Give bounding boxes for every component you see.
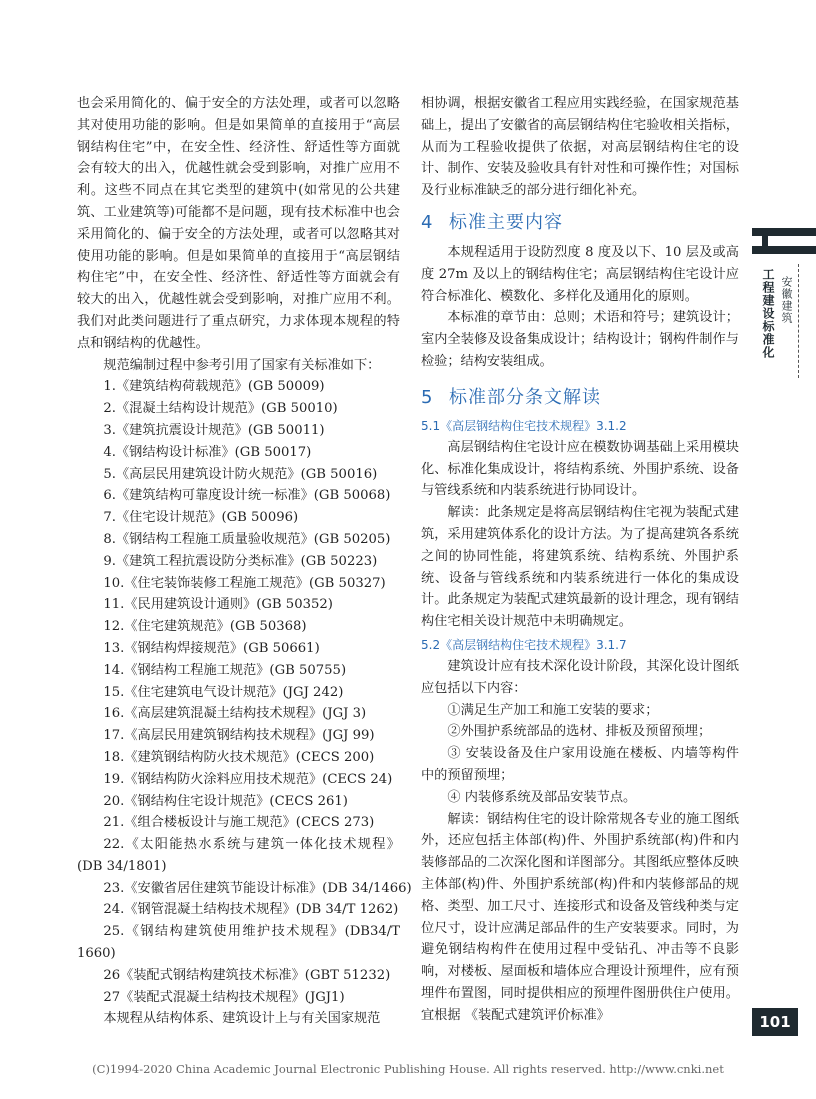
reference-item: 10.《住宅装饰装修工程施工规范》(GB 50327) — [103, 575, 386, 591]
reference-item: 20.《钢结构住宅设计规范》(CECS 261) — [103, 793, 348, 809]
side-tab-journal-name: 安徽建筑 — [780, 276, 793, 324]
section-number: 4 — [421, 211, 434, 233]
side-dashed-line — [798, 264, 799, 378]
reference-item: 5.《高层民用建筑设计防火规范》(GB 50016) — [103, 466, 378, 482]
reference-item: 6.《建筑结构可靠度设计统一标准》(GB 50068) — [103, 488, 391, 504]
reference-item: 13.《钢结构焊接规范》(GB 50661) — [103, 640, 320, 656]
reference-item: 7.《住宅设计规范》(GB 50096) — [103, 510, 299, 526]
refs-intro-paragraph: 规范编制过程中参考引用了国家有关标准如下： — [103, 357, 381, 373]
clause-list-item: ①满足生产加工和施工安装的要求； — [447, 702, 659, 718]
section-4-paragraph: 本规程适用于设防烈度 8 度及以下、10 层及或高度 27m 及以上的钢结构住宅；高层钢结构住宅设计应符合标准化、模数化、多样化及通用化的原则。 — [421, 244, 739, 304]
reference-item: 15.《住宅建筑电气设计规范》(JGJ 242) — [103, 684, 344, 700]
section-title: 标准主要内容 — [449, 211, 563, 233]
reference-item: 26《装配式钢结构建筑技术标准》(GBT 51232) — [103, 967, 391, 983]
reference-item: 16.《高层建筑混凝土结构技术规程》(JGJ 3) — [103, 706, 367, 722]
reference-item: 18.《建筑钢结构防火技术规范》(CECS 200) — [103, 749, 375, 765]
side-bar — [752, 246, 816, 254]
left-column — [77, 93, 412, 1030]
side-notch — [762, 236, 768, 246]
journal-side-tab — [752, 228, 816, 378]
reference-item: 17.《高层民用建筑钢结构技术规程》(JGJ 99) — [103, 728, 375, 744]
clause-list-item: ④ 内装修系统及部品安装节点。 — [447, 789, 637, 805]
section-title: 标准部分条文解读 — [449, 386, 601, 408]
reference-item: 9.《建筑工程抗震设防分类标准》(GB 50223) — [103, 553, 378, 569]
reference-item: 12.《住宅建筑规范》(GB 50368) — [103, 619, 307, 635]
side-bar — [752, 228, 816, 236]
reference-item: 11.《民用建筑设计通则》(GB 50352) — [103, 597, 333, 613]
reference-item: 25.《钢结构建筑使用维护技术规程》(DB34/T 1660) — [77, 924, 400, 962]
section-number: 5 — [421, 386, 434, 408]
subsection-5-2-heading: 5.2《高层钢结构住宅技术规程》3.1.7 — [421, 637, 627, 652]
closing-paragraph: 本规程从结构体系、建筑设计上与有关国家规范 — [103, 1011, 381, 1027]
section-5-heading — [421, 383, 739, 409]
reference-item: 3.《建筑抗震设计规范》(GB 50011) — [103, 422, 325, 438]
reference-item: 23.《安徽省居住建筑节能设计标准》(DB 34/1466) — [103, 880, 412, 896]
section-4-heading — [421, 208, 739, 234]
reference-item: 21.《组合楼板设计与施工规范》(CECS 273) — [103, 815, 375, 831]
side-tab-label: 工程建设标准化 — [761, 268, 775, 359]
reference-item: 4.《钢结构设计标准》(GB 50017) — [103, 444, 312, 460]
reference-item: 2.《混凝土结构设计规范》(GB 50010) — [103, 401, 338, 417]
page-number: 101 — [752, 1008, 798, 1036]
reference-item: 22.《太阳能热水系统与建筑一体化技术规程》(DB 34/1801) — [77, 837, 400, 874]
section-4-paragraph: 本标准的章节由：总则；术语和符号；建筑设计；室内全装修及设备集成设计；结构设计；钢构件制作与检验；结构安装组成。 — [421, 310, 739, 369]
reference-item: 1.《建筑结构荷载规范》(GB 50009) — [103, 379, 325, 395]
clause-paragraph: 建筑设计应有技术深化设计阶段，其深化设计图纸应包括以下内容： — [421, 658, 739, 696]
reference-list — [77, 376, 412, 1008]
copyright-footer: (C)1994-2020 China Academic Journal Electronic Publishing House. All rights reserved. http://www.cnki.net — [92, 1062, 724, 1076]
right-column — [421, 93, 739, 1026]
clause-list-item: ③ 安装设备及住户家用设施在楼板、内墙等构件中的预留预埋； — [421, 746, 739, 783]
continuation-paragraph: 相协调，根据安徽省工程应用实践经验，在国家规范基础上，提出了安徽省的高层钢结构住宅验收相关指标，从而为工程验收提供了依据，对高层钢结构住宅的设计、制作、安装及验收具有针对性和可操作性；对国标及行业标准缺乏的部分进行细化补充。 — [421, 96, 739, 199]
subsection-5-1-heading: 5.1《高层钢结构住宅技术规程》3.1.2 — [421, 418, 627, 433]
intro-paragraph: 也会采用简化的、偏于安全的方法处理，或者可以忽略其对使用功能的影响。但是如果简单的直接用于“高层钢结构住宅”中，在安全性、经济性、舒适性等方面就会有较大的出入，优越性就会受到影响，对推广应用不利。这些不同点在其它类型的建筑中(如常见的公共建筑、工业建筑等)可能都不是问题，现有技术标准中也会采用简化的、偏于安全的方法处理，或者可以忽略其对使用功能的影响。但是如果简单的直接用于“高层钢结构住宅”中，在安全性、经济性、舒适性等方面就会有较大的出入，优越性就会受到影响，对推广应用不利。我们对此类问题进行了重点研究，力求体现本规程的特点和钢结构的优越性。 — [77, 96, 400, 351]
reference-item: 24.《钢管混凝土结构技术规程》(DB 34/T 1262) — [103, 902, 399, 918]
reference-item: 14.《钢结构工程施工规范》(GB 50755) — [103, 662, 347, 678]
clause-paragraph: 高层钢结构住宅设计应在模数协调基础上采用模块化、标准化集成设计，将结构系统、外围护系统、设备与管线系统和内装系统进行协同设计。 — [421, 439, 739, 499]
reference-item: 8.《钢结构工程施工质量验收规范》(GB 50205) — [103, 531, 391, 547]
interpretation-paragraph: 解读：钢结构住宅的设计除常规各专业的施工图纸外，还应包括主体部(构)件、外围护系统部(构)件和内装修部品的二次深化图和详图部分。其图纸应整体反映主体部(构)件、外围护系统部(构)件和内装修部品的规格、类型、加工尺寸、连接形式和设备及管线种类与定位尺寸，设计应满足部品件的生产安装要求。同时，为避免钢结构构件在使用过程中受钻孔、冲击等不良影响，对楼板、屋面板和墙体应合理设计预埋件，应有预埋件布置图，同时提供相应的预埋件图册供住户使用。宜根据 《装配式建筑评价标准》 — [421, 811, 739, 1023]
reference-item: 27《装配式混凝土结构技术规程》(JGJ1) — [103, 989, 345, 1005]
reference-item: 19.《钢结构防火涂料应用技术规范》(CECS 24) — [103, 771, 393, 787]
interpretation-paragraph: 解读：此条规定是将高层钢结构住宅视为装配式建筑，采用建筑体系化的设计方法。为了提高建筑各系统之间的协同性能，将建筑系统、结构系统、外围护系统、设备与管线系统和内装系统进行一体化的集成设计。此条规定为装配式建筑最新的设计理念，现有钢结构住宅相关设计规范中未明确规定。 — [421, 505, 739, 630]
clause-list-item: ②外围护系统部品的选材、排板及预留预埋； — [447, 724, 712, 740]
